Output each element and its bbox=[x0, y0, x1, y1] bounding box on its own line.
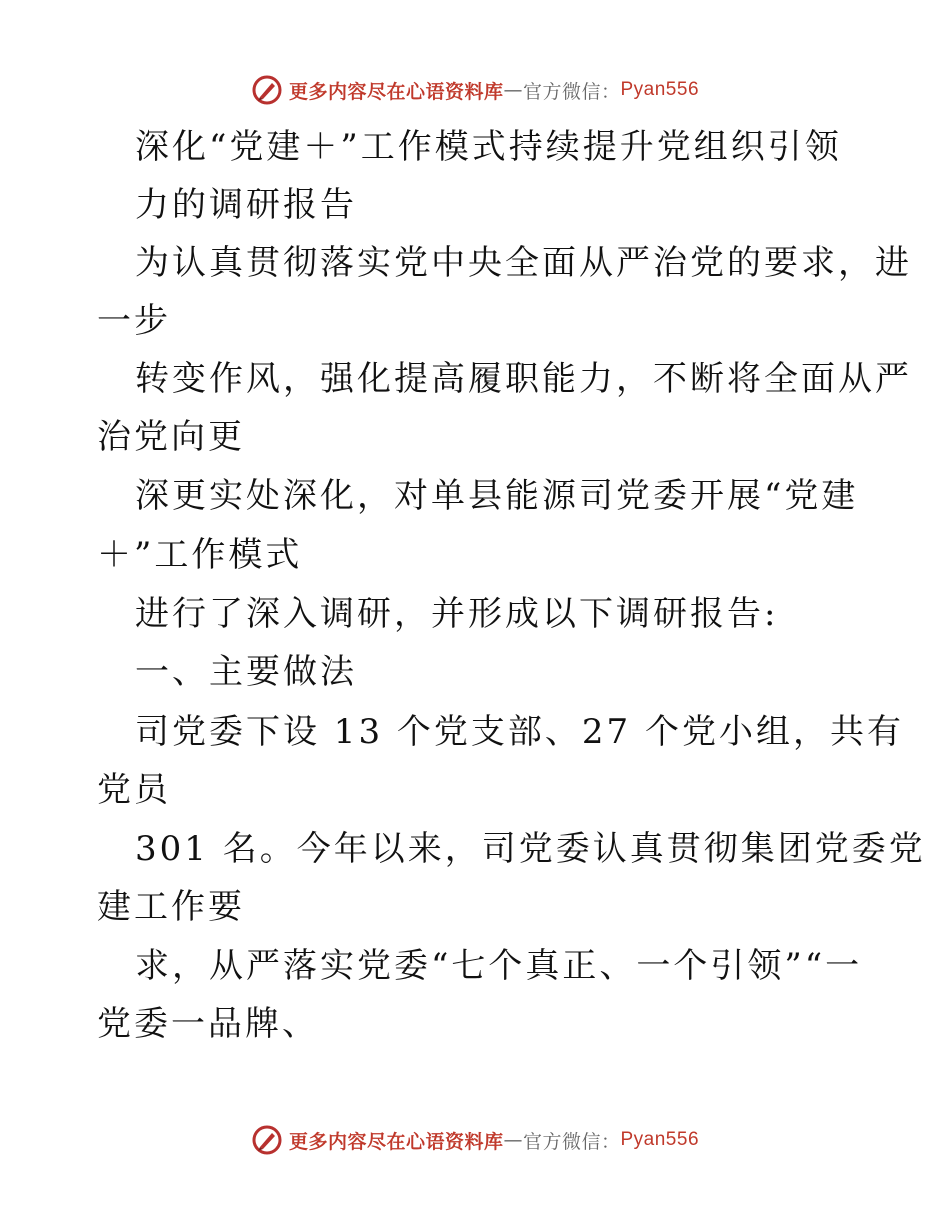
watermark-site-text: 更多内容尽在心语资料库 bbox=[288, 80, 504, 103]
watermark-wechat-id: Pyan556 bbox=[620, 79, 700, 100]
watermark-dash: — bbox=[503, 1129, 523, 1151]
paragraph-line: ＋”工作模式 bbox=[97, 535, 303, 575]
paragraph-line: 治党向更 bbox=[97, 417, 245, 457]
paragraph-line: 党委一品牌、 bbox=[97, 1004, 319, 1044]
watermark-wechat-label: 官方微信： bbox=[522, 80, 621, 103]
watermark-wechat-label: 官方微信： bbox=[522, 1130, 621, 1153]
watermark-dash: — bbox=[503, 79, 523, 101]
document-title-line-1: 深化“党建＋”工作模式持续提升党组织引领 bbox=[135, 127, 842, 167]
paragraph-line: 司党委下设 13 个党支部、27 个党小组，共有 bbox=[135, 712, 904, 752]
paragraph-line: 建工作要 bbox=[97, 887, 245, 927]
header-watermark bbox=[0, 70, 950, 110]
paragraph-line: 进行了深入调研，并形成以下调研报告: bbox=[135, 594, 779, 634]
watermark-wechat-id: Pyan556 bbox=[620, 1129, 700, 1150]
paragraph-line: 党员 bbox=[97, 770, 171, 810]
paragraph-line: 求，从严落实党委“七个真正、一个引领”“一 bbox=[135, 946, 863, 986]
section-heading: 一、主要做法 bbox=[135, 652, 357, 692]
paragraph-line: 为认真贯彻落实党中央全面从严治党的要求，进 bbox=[135, 243, 912, 283]
paragraph-line: 一步 bbox=[97, 301, 171, 341]
watermark-site-text: 更多内容尽在心语资料库 bbox=[288, 1130, 504, 1153]
paragraph-line: 深更实处深化，对单县能源司党委开展“党建 bbox=[135, 476, 859, 516]
paragraph-line: 转变作风，强化提高履职能力，不断将全面从严 bbox=[135, 359, 912, 399]
paragraph-line: 301 名。今年以来，司党委认真贯彻集团党委党 bbox=[135, 829, 926, 869]
footer-watermark bbox=[0, 1120, 950, 1160]
pen-logo-icon bbox=[251, 1124, 283, 1156]
pen-logo-icon bbox=[251, 74, 283, 106]
document-title-line-2: 力的调研报告 bbox=[135, 185, 357, 225]
